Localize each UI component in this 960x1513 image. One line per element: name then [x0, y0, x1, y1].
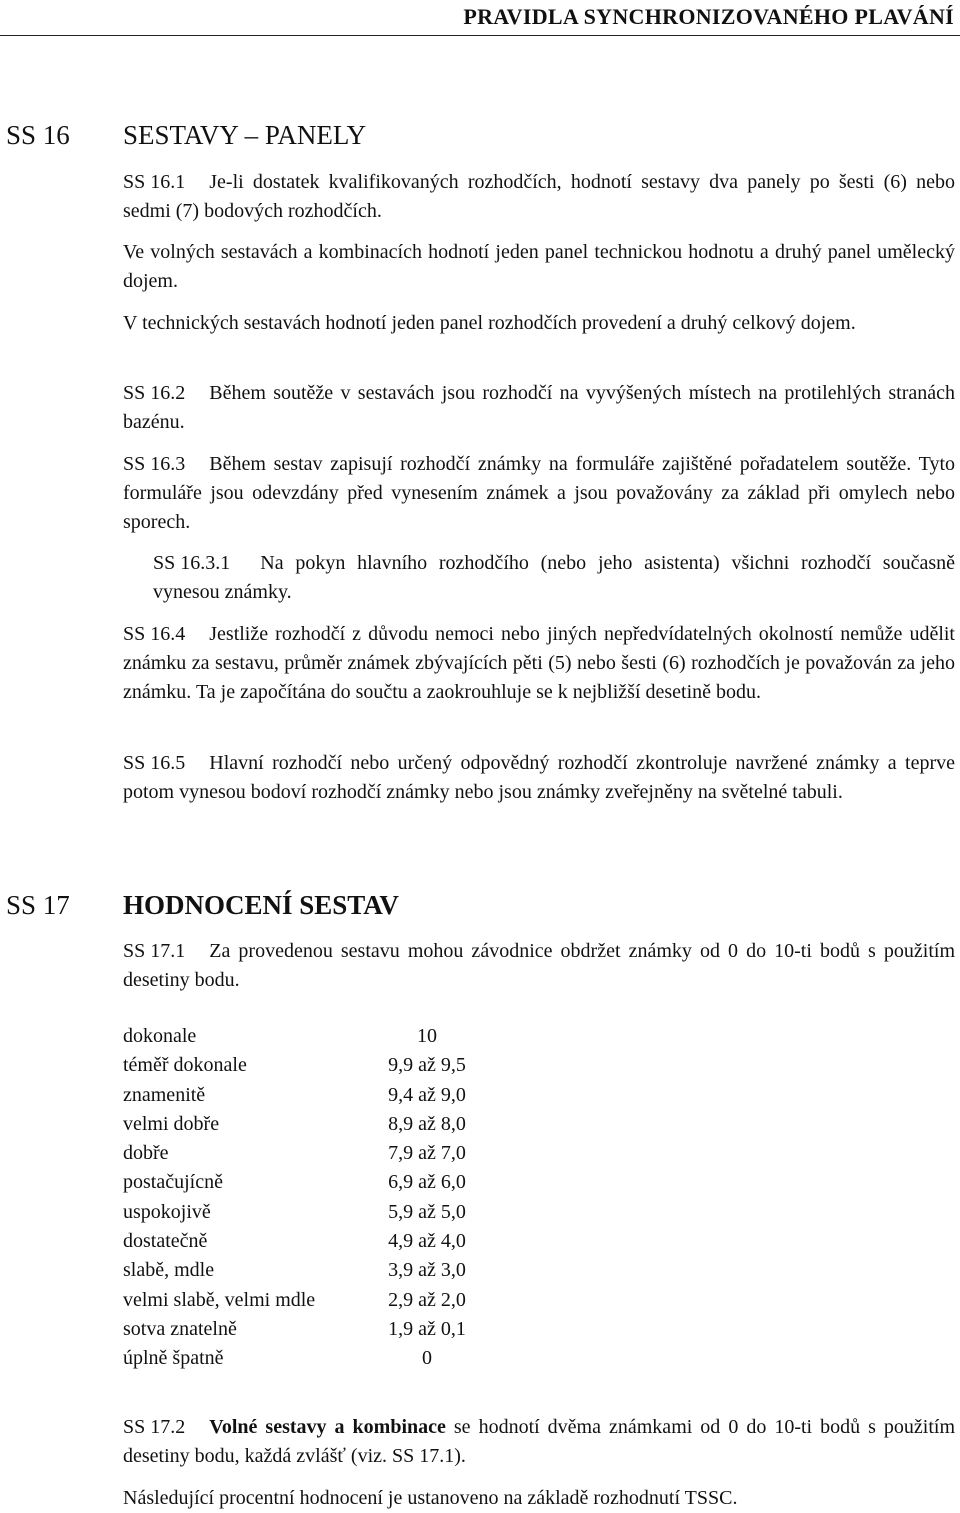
- rule-label: SS 16.3.1: [153, 552, 231, 574]
- grade-row: [123, 1315, 523, 1344]
- section-title-ss16: SESTAVY – PANELY: [123, 120, 367, 150]
- grade-name: úplně špatně: [123, 1347, 224, 1370]
- rule-text: Hlavní rozhodčí nebo určený odpovědný rozhodčí zkontroluje navržené známky a teprve potom vynesou bodoví rozhodčí známky nebo jsou známky zveřejněny na světelné tabuli.: [123, 752, 955, 803]
- grade-value: 5,9 až 5,0: [388, 1200, 466, 1223]
- grade-row: [123, 1198, 523, 1227]
- paragraph-ss17-1: [123, 937, 955, 995]
- grade-row: [123, 1022, 523, 1051]
- rule-label: SS 16.4: [123, 623, 186, 645]
- rule-label: SS 17.1: [123, 940, 186, 962]
- rule-label: SS 16.3: [123, 453, 186, 475]
- grade-name: velmi dobře: [123, 1112, 220, 1135]
- grade-row: [123, 1344, 523, 1373]
- rule-label: SS 17.2: [123, 1416, 186, 1438]
- rule-bold-term: Volné sestavy a kombinace: [209, 1416, 446, 1438]
- rule-text: Na pokyn hlavního rozhodčího (nebo jeho asistenta) všichni rozhodčí současně vynesou známky.: [153, 552, 955, 603]
- grade-value: 4,9 až 4,0: [388, 1230, 466, 1253]
- rule-label: SS 16.2: [123, 382, 186, 404]
- grade-row: [123, 1227, 523, 1256]
- grade-value: 0: [422, 1347, 432, 1370]
- grade-value: 10: [417, 1025, 437, 1047]
- paragraph-ss16-3-1: [153, 549, 955, 607]
- paragraph-ss16-5: [123, 749, 955, 807]
- grade-name: velmi slabě, velmi mdle: [123, 1288, 316, 1311]
- page-header: [0, 0, 960, 36]
- rule-text: Jestliže rozhodčí z důvodu nemoci nebo jiných nepředvídatelných okolností nemůže udělit známku za sestavu, průměr známek zbývajících pěti (5) nebo šesti (6) rozhodčích je považován za jeho známku. Ta je započítána do součtu a zaokrouhluje se k nejbližší desetině bodu.: [123, 623, 955, 703]
- grade-name: slabě, mdle: [123, 1259, 215, 1282]
- grade-table: [123, 1022, 523, 1374]
- section-number-ss16: SS 16: [6, 120, 70, 150]
- grade-row: [123, 1256, 523, 1285]
- paragraph-ss17-2: [123, 1413, 955, 1471]
- grade-row: [123, 1286, 523, 1315]
- grade-value: 1,9 až 0,1: [388, 1317, 466, 1340]
- grade-value: 9,9 až 9,5: [388, 1054, 466, 1077]
- paragraph-ss16-3: [123, 450, 955, 537]
- rule-text: Za provedenou sestavu mohou závodnice obdržet známky od 0 do 10-ti bodů s použitím desetiny bodu.: [123, 940, 955, 991]
- grade-name: dostatečně: [123, 1230, 208, 1253]
- paragraph-ss16-1: [123, 168, 955, 226]
- rule-text: Během soutěže v sestavách jsou rozhodčí na vyvýšených místech na protilehlých stranách bazénu.: [123, 382, 955, 433]
- section-title-ss17: HODNOCENÍ SESTAV: [123, 890, 399, 920]
- grade-value: 3,9 až 3,0: [388, 1259, 466, 1282]
- paragraph-ss16-2: [123, 379, 955, 437]
- paragraph-ss16-1b: Ve volných sestavách a kombinacích hodnotí jeden panel technickou hodnotu a druhý panel umělecký dojem.: [123, 241, 955, 292]
- grade-value: 6,9 až 6,0: [388, 1171, 466, 1194]
- grade-name: uspokojivě: [123, 1200, 211, 1223]
- grade-row: [123, 1168, 523, 1197]
- grade-name: znamenitě: [123, 1083, 206, 1106]
- grade-row: [123, 1081, 523, 1110]
- rule-text: se hodnotí dvěma známkami od 0 do 10-ti bodů s použitím desetiny bodu, každá zvlášť (viz. SS 17.1).: [123, 1416, 956, 1467]
- paragraph-ss16-4: [123, 620, 955, 707]
- grade-name: dokonale: [123, 1025, 197, 1047]
- paragraph-ss16-1c: V technických sestavách hodnotí jeden panel rozhodčích provedení a druhý celkový dojem.: [123, 312, 856, 334]
- rule-label: SS 16.5: [123, 752, 186, 774]
- paragraph-ss17-3: Následující procentní hodnocení je ustanoveno na základě rozhodnutí TSSC.: [123, 1487, 738, 1509]
- grade-row: [123, 1051, 523, 1080]
- grade-value: 8,9 až 8,0: [388, 1112, 466, 1135]
- rule-text: Je-li dostatek kvalifikovaných rozhodčích, hodnotí sestavy dva panely po šesti (6) nebo sedmi (7) bodových rozhodčích.: [123, 171, 955, 222]
- grade-value: 7,9 až 7,0: [388, 1142, 466, 1165]
- section-number-ss17: SS 17: [6, 890, 70, 920]
- grade-value: 2,9 až 2,0: [388, 1288, 466, 1311]
- rule-text: Během sestav zapisují rozhodčí známky na formuláře zajištěné pořadatelem soutěže. Tyto formuláře jsou odevzdány před vynesením známek a jsou považovány za základ při omylech nebo sporech.: [123, 453, 955, 533]
- rule-label: SS 16.1: [123, 171, 186, 193]
- header-title: PRAVIDLA SYNCHRONIZOVANÉHO PLAVÁNÍ: [463, 4, 954, 29]
- grade-name: téměř dokonale: [123, 1054, 247, 1077]
- grade-row: [123, 1139, 523, 1168]
- grade-name: postačujícně: [123, 1171, 223, 1194]
- grade-name: dobře: [123, 1142, 169, 1165]
- grade-value: 9,4 až 9,0: [388, 1083, 466, 1106]
- grade-name: sotva znatelně: [123, 1317, 237, 1340]
- grade-row: [123, 1110, 523, 1139]
